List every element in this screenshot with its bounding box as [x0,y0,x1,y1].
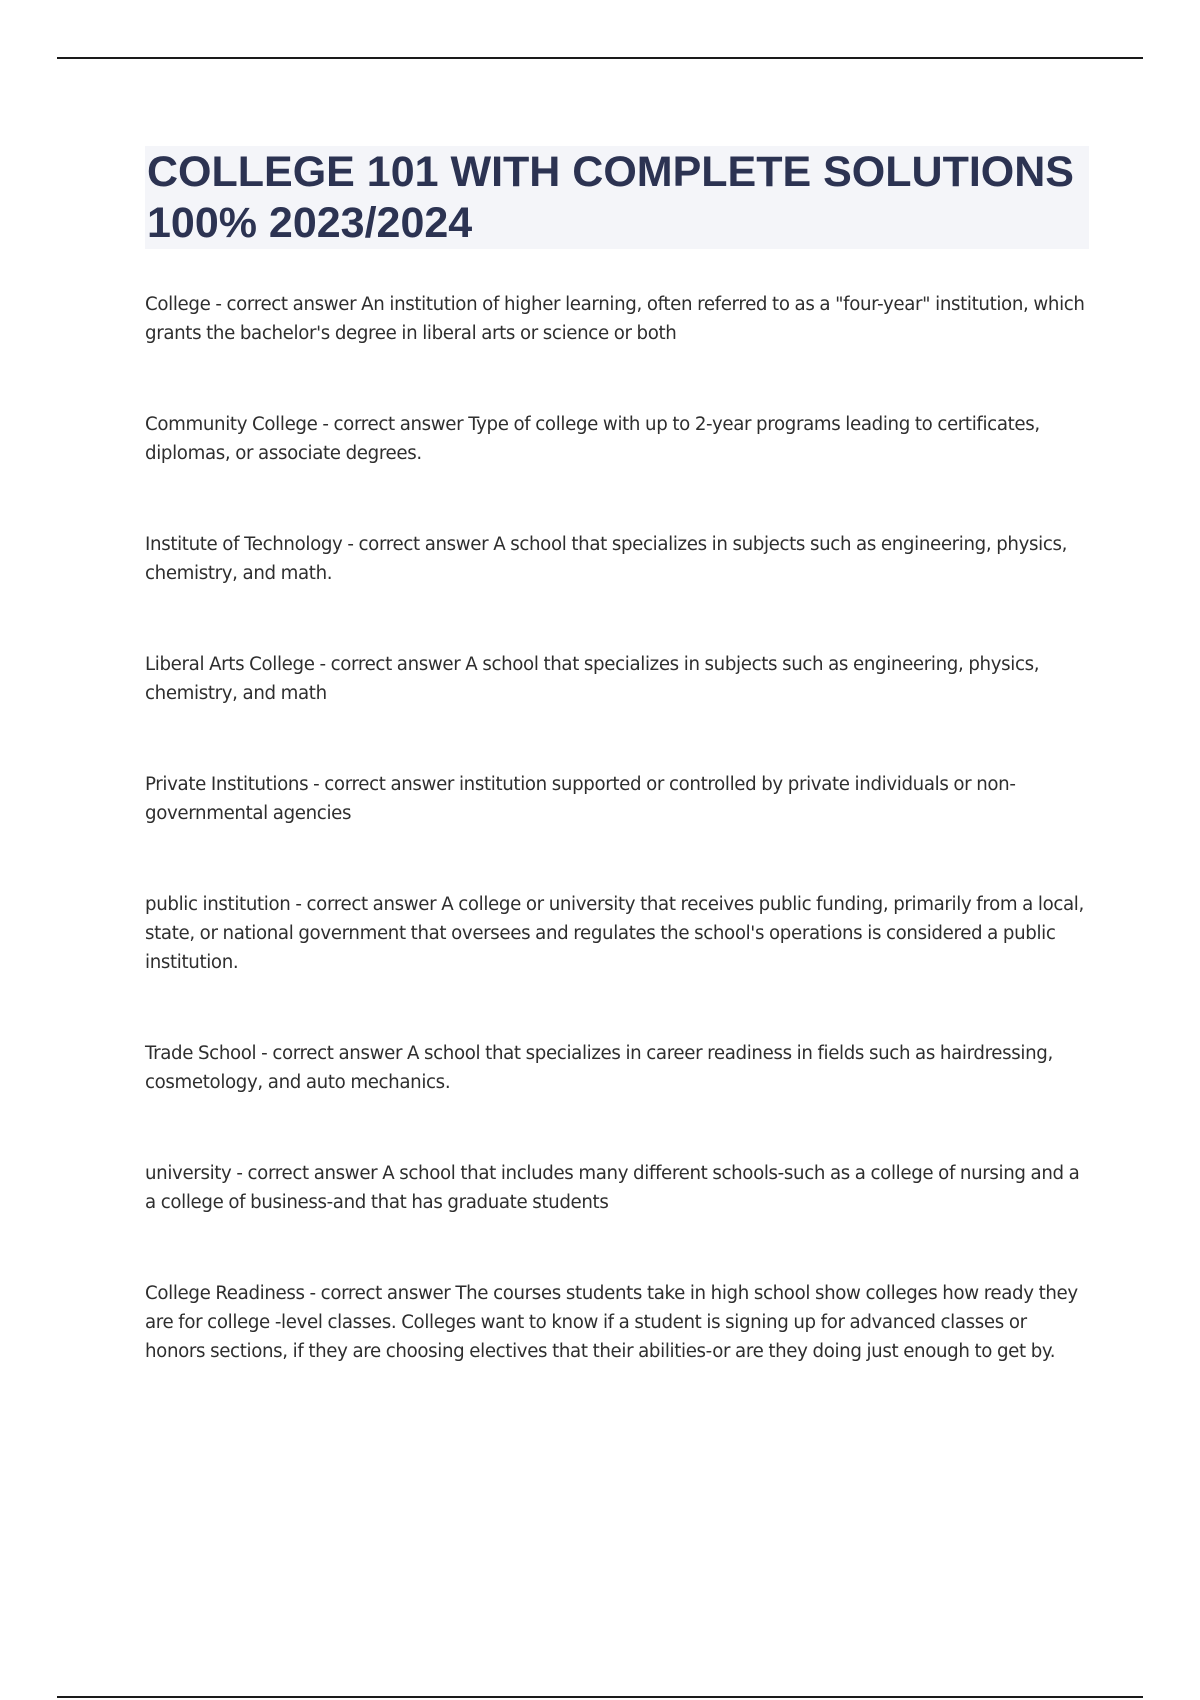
top-rule [57,57,1143,59]
qa-entry-list [145,290,1091,1366]
title-banner [145,146,1089,249]
qa-entry-liberal-arts-college: Liberal Arts College - correct answer A school that specializes in subjects such as engineering, physics, chemistry, and math [145,654,1040,704]
qa-entry-public-institution: public institution - correct answer A college or university that receives public funding, primarily from a local, state, or national government that oversees and regulates the school's operations is considered a public institution. [145,894,1084,973]
document-title: COLLEGE 101 WITH COMPLETE SOLUTIONS 100% 2023/2024 [147,148,1074,247]
qa-entry-private-institutions: Private Institutions - correct answer institution supported or controlled by private individuals or non-governmental agencies [145,774,1016,824]
qa-entry-university: university - correct answer A school that includes many different schools-such as a college of nursing and a a college of business-and that has graduate students [145,1163,1080,1213]
qa-entry-college-readiness: College Readiness - correct answer The courses students take in high school show colleges how ready they are for college -level classes. Colleges want to know if a student is signing up for advanced classes or honors sections, if they are choosing electives that their abilities-or are they doing just enough to get by. [145,1283,1078,1362]
qa-entry-institute-of-technology: Institute of Technology - correct answer A school that specializes in subjects such as engineering, physics, chemistry, and math. [145,534,1068,584]
qa-entry-trade-school: Trade School - correct answer A school that specializes in career readiness in fields such as hairdressing, cosmetology, and auto mechanics. [145,1043,1053,1093]
bottom-rule [57,1696,1143,1698]
qa-entry-community-college: Community College - correct answer Type of college with up to 2-year programs leading to certificates, diplomas, or associate degrees. [145,414,1040,464]
qa-entry-college: College - correct answer An institution of higher learning, often referred to as a "four-year" institution, which grants the bachelor's degree in liberal arts or science or both [145,294,1085,344]
